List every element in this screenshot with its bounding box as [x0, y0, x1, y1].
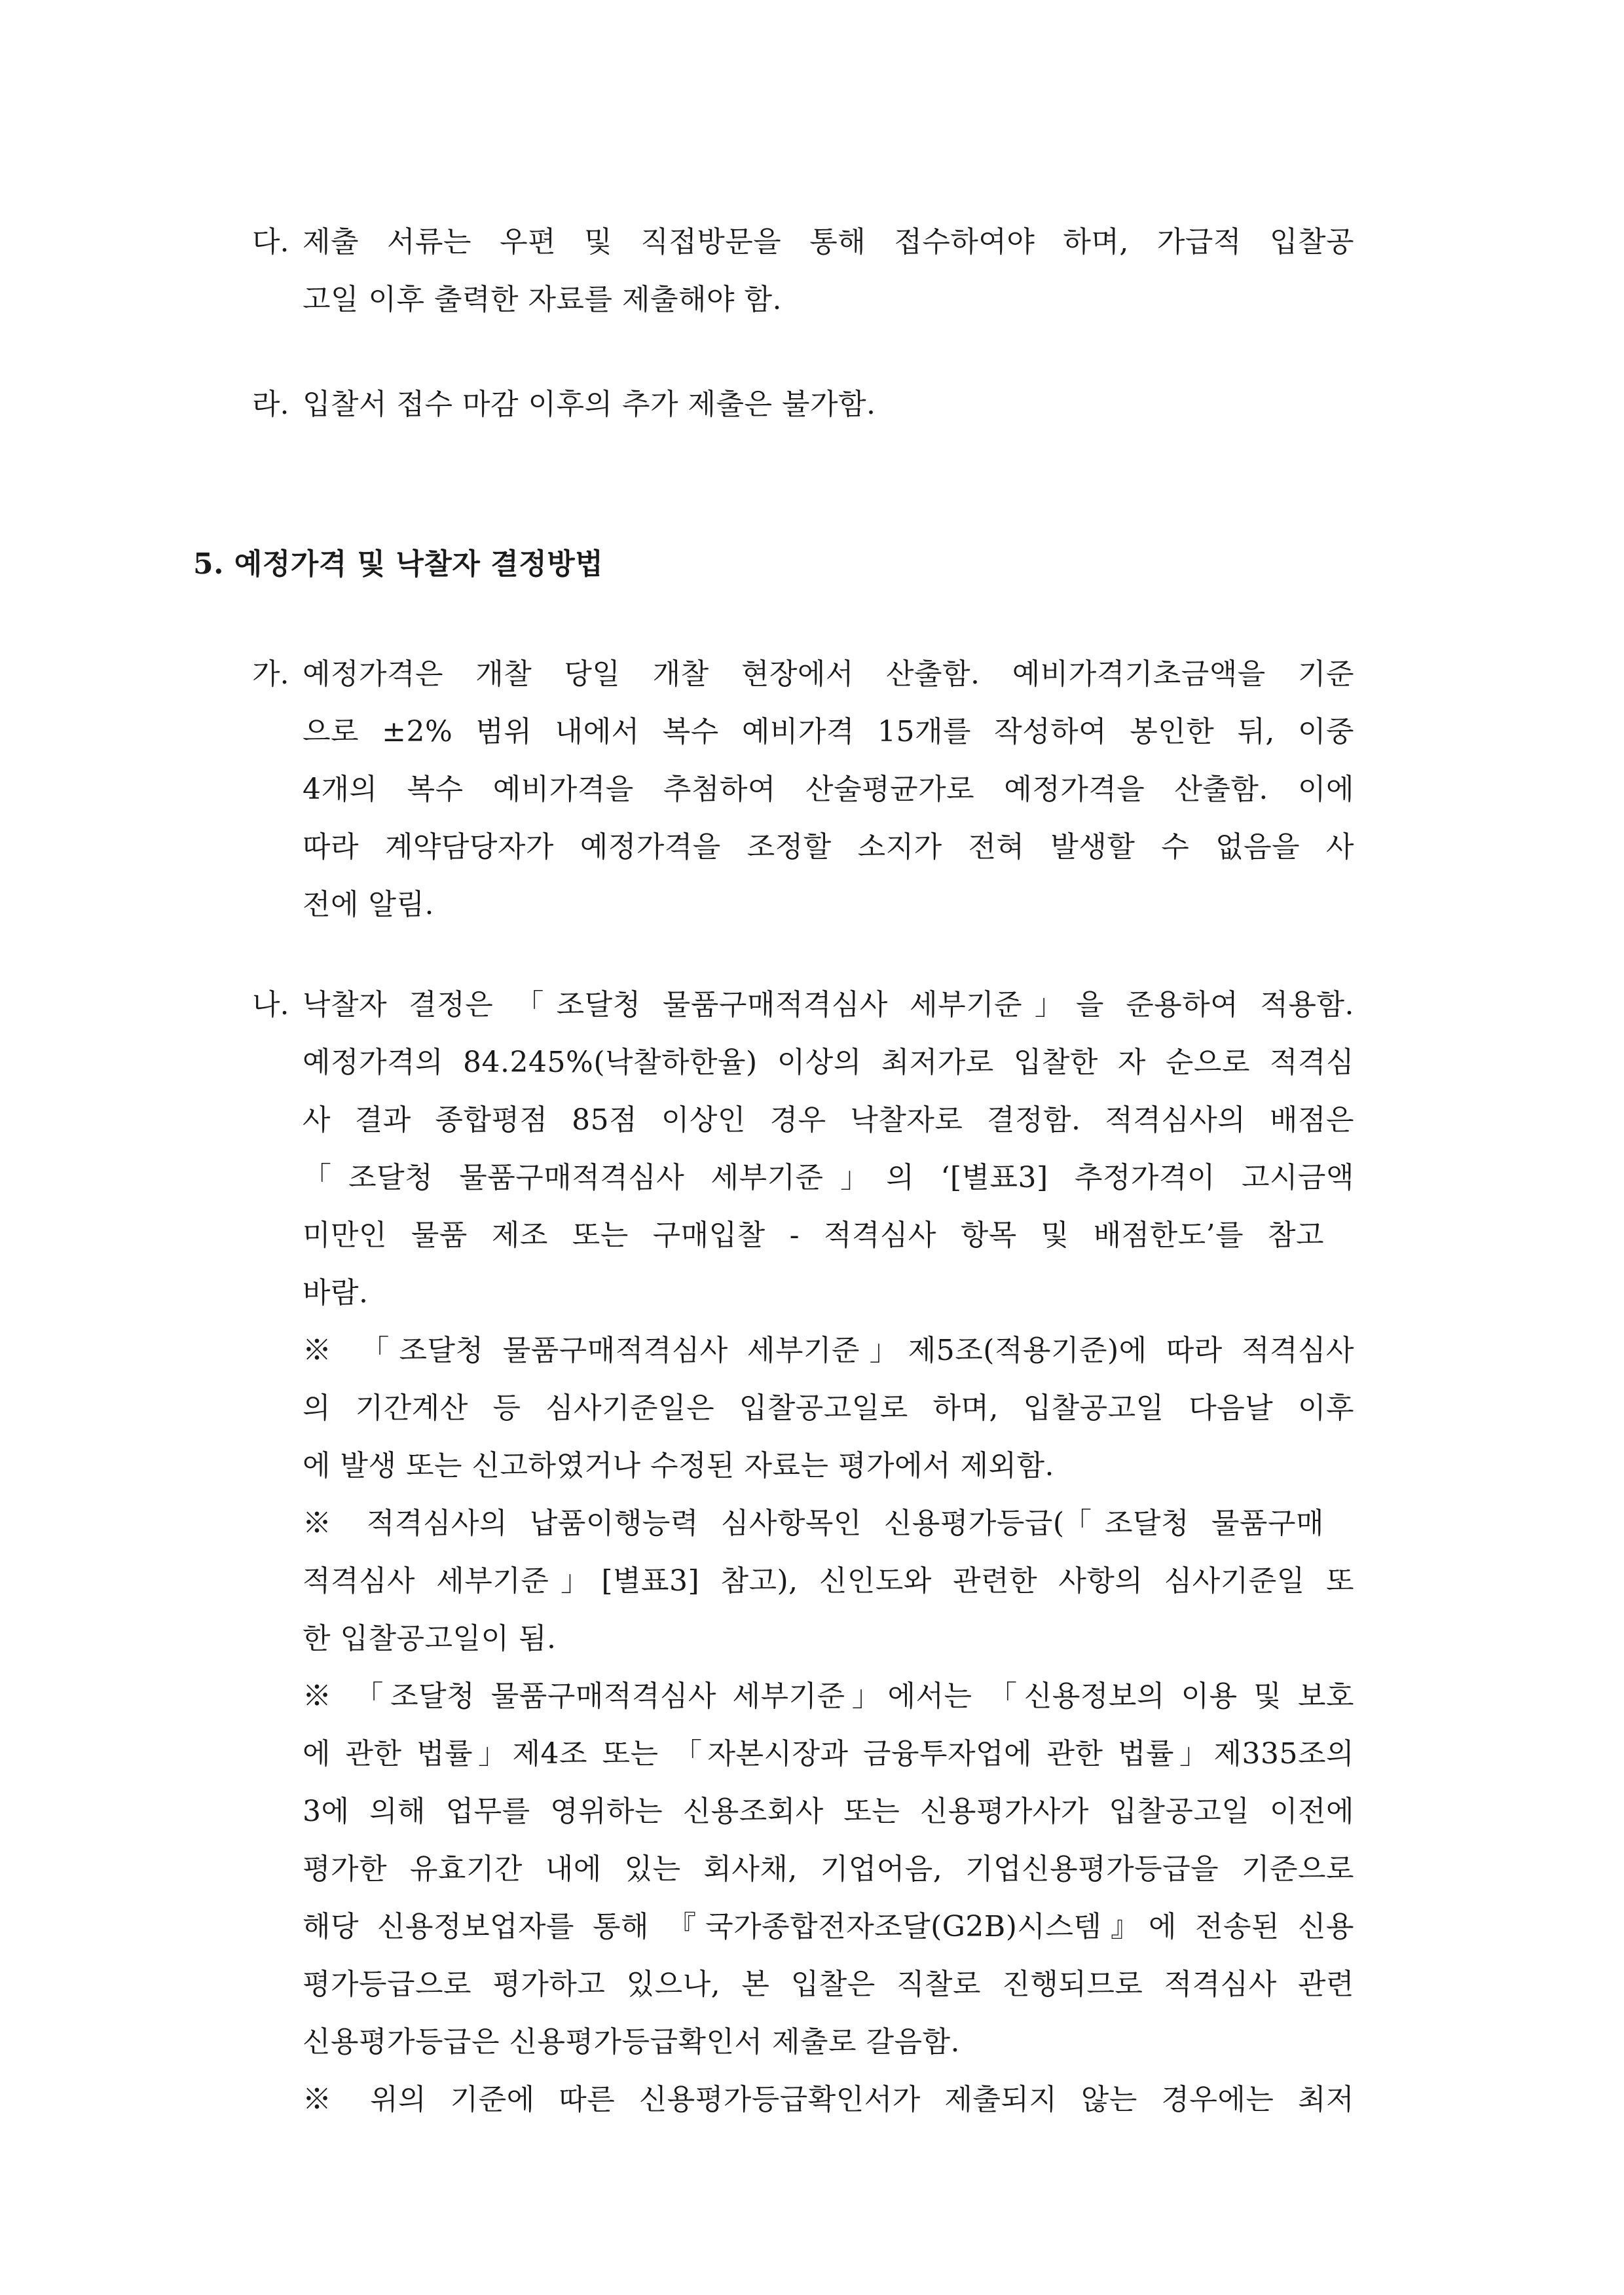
item-na-line-5: 미만인 물품 제조 또는 구매입찰 - 적격심사 항목 및 배점한도’를 참고: [303, 1219, 1324, 1252]
item-na-marker: 나.: [252, 988, 289, 1021]
item-na-note-3-line-7: 신용평가등급은 신용평가등급확인서 제출로 갈음함.: [303, 2025, 961, 2059]
item-na-note-1-line-2: 의 기간계산 등 심사기준일은 입찰공고일로 하며, 입찰공고일 다음날 이후: [303, 1391, 1354, 1425]
item-na-line-6: 바람.: [303, 1276, 369, 1310]
item-da-line-2: 고일 이후 출력한 자료를 제출해야 함.: [303, 283, 782, 316]
item-ga-line-3: 4개의 복수 예비가격을 추첨하여 산술평균가로 예정가격을 산출함. 이에: [303, 773, 1354, 806]
item-ga-line-2: 으로 ±2% 범위 내에서 복수 예비가격 15개를 작성하여 봉인한 뒤, 이중: [303, 715, 1354, 748]
item-na-note-1-line-3: 에 발생 또는 신고하였거나 수정된 자료는 평가에서 제외함.: [303, 1449, 1054, 1482]
item-na-note-3-line-5: 해당 신용정보업자를 통해 『국가종합전자조달(G2B)시스템』에 전송된 신용: [303, 1910, 1354, 1943]
item-na-note-3-line-6: 평가등급으로 평가하고 있으나, 본 입찰은 직찰로 진행되므로 적격심사 관련: [303, 1968, 1354, 2001]
item-na-line-4: 「조달청 물품구매적격심사 세부기준」의 ‘[별표3] 추정가격이 고시금액: [303, 1161, 1354, 1194]
item-ga-line-5: 전에 알림.: [303, 888, 434, 921]
item-na-note-2-line-2: 적격심사 세부기준」[별표3] 참고), 신인도와 관련한 사항의 심사기준일 또: [303, 1564, 1354, 1598]
section-5-heading: 5. 예정가격 및 낙찰자 결정방법: [193, 547, 604, 581]
item-da-line-1: 제출 서류는 우편 및 직접방문을 통해 접수하여야 하며, 가급적 입찰공: [303, 225, 1354, 259]
item-na-note-3-line-4: 평가한 유효기간 내에 있는 회사채, 기업어음, 기업신용평가등급을 기준으로: [303, 1852, 1354, 1886]
item-ga-line-4: 따라 계약담당자가 예정가격을 조정할 소지가 전혀 발생할 수 없음을 사: [303, 830, 1354, 864]
item-na-line-2: 예정가격의 84.245%(낙찰하한율) 이상의 최저가로 입찰한 자 순으로 적격심: [303, 1046, 1354, 1079]
item-na-note-3-line-3: 3에 의해 업무를 영위하는 신용조회사 또는 신용평가사가 입찰공고일 이전에: [303, 1795, 1354, 1828]
item-ga-line-1: 예정가격은 개찰 당일 개찰 현장에서 산출함. 예비가격기초금액을 기준: [303, 657, 1354, 691]
item-na-line-3: 사 결과 종합평점 85점 이상인 경우 낙찰자로 결정함. 적격심사의 배점은: [303, 1103, 1354, 1137]
item-na-note-4-line-1: ※ 위의 기준에 따른 신용평가등급확인서가 제출되지 않는 경우에는 최저: [303, 2083, 1354, 2116]
item-na-line-1: 낙찰자 결정은 「조달청 물품구매적격심사 세부기준」을 준용하여 적용함.: [303, 988, 1354, 1021]
item-na-note-2-line-3: 한 입찰공고일이 됨.: [303, 1622, 557, 1655]
item-ga-marker: 가.: [252, 657, 289, 691]
item-na-note-1-line-1: ※ 「조달청 물품구매적격심사 세부기준」제5조(적용기준)에 따라 적격심사: [303, 1334, 1354, 1367]
item-na-note-3-line-2: 에 관한 법률」제4조 또는 「자본시장과 금융투자업에 관한 법률」제335조의: [303, 1737, 1354, 1771]
item-ra-marker: 라.: [252, 388, 289, 421]
item-na-note-2-line-1: ※ 적격심사의 납품이행능력 심사항목인 신용평가등급(「조달청 물품구매: [303, 1507, 1324, 1540]
item-ra-line-1: 입찰서 접수 마감 이후의 추가 제출은 불가함.: [303, 388, 876, 421]
item-da-marker: 다.: [252, 225, 289, 259]
item-na-note-3-line-1: ※ 「조달청 물품구매적격심사 세부기준」에서는 「신용정보의 이용 및 보호: [303, 1680, 1354, 1713]
